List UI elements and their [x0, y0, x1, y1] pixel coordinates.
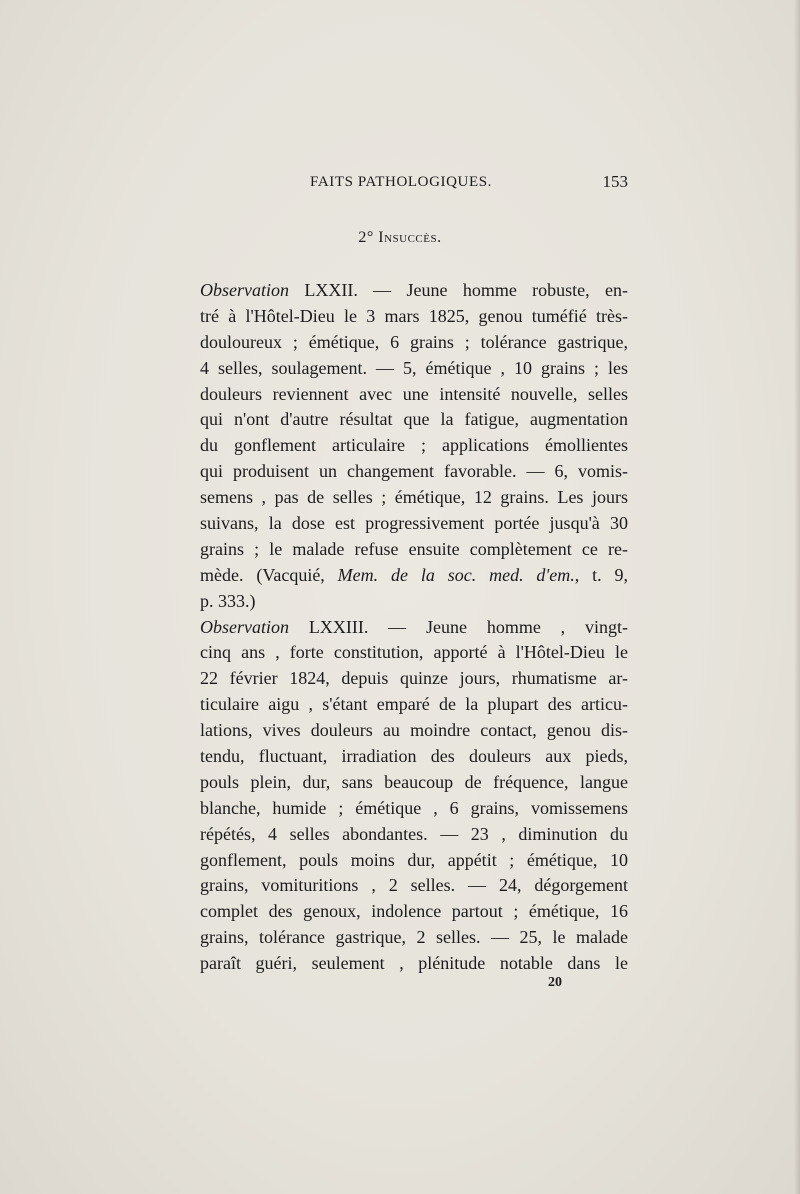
text-line: grains, vomituritions , 2 selles. — 24, dégorgement	[200, 875, 628, 896]
text-line: Observation LXXIII. — Jeune homme , vingt-	[200, 616, 628, 637]
text-line: pouls plein, dur, sans beaucoup de fréquence, langue	[200, 771, 628, 792]
text-line: p. 333.)	[200, 590, 256, 611]
text-line: répétés, 4 selles abondantes. — 23 , diminution du	[200, 823, 628, 844]
text-line: Observation LXXII. — Jeune homme robuste, en-	[200, 280, 628, 300]
text-line: lations, vives douleurs au moindre contact, genou dis-	[200, 720, 628, 741]
text-line: mède. (Vacquié, Mem. de la soc. med. d'em., t. 9,	[200, 564, 628, 585]
running-title: FAITS PATHOLOGIQUES.	[310, 174, 493, 190]
text-line: 22 février 1824, depuis quinze jours, rhumatisme ar-	[200, 668, 628, 689]
text-line: qui n'ont d'autre résultat que la fatigue, augmentation	[200, 409, 628, 430]
text-line: suivans, la dose est progressivement portée jusqu'à 30	[200, 513, 628, 534]
text-line: douleurs reviennent avec une intensité nouvelle, selles	[200, 383, 628, 404]
body-text	[200, 278, 628, 977]
text-line: cinq ans , forte constitution, apporté à l'Hôtel-Dieu le	[200, 642, 628, 663]
section-heading	[0, 229, 800, 247]
running-head	[200, 172, 628, 196]
text-line: douloureux ; émétique, 6 grains ; tolérance gastrique,	[200, 331, 628, 352]
text-line: grains ; le malade refuse ensuite complètement ce re-	[200, 538, 628, 559]
text-line: du gonflement articulaire ; applications émollientes	[200, 435, 628, 456]
text-line: semens , pas de selles ; émétique, 12 grains. Les jours	[200, 487, 628, 508]
text-line: qui produisent un changement favorable. — 6, vomis-	[200, 461, 628, 482]
text-line: complet des genoux, indolence partout ; émétique, 16	[200, 901, 628, 922]
text-line: 4 selles, soulagement. — 5, émétique , 10 grains ; les	[200, 357, 628, 378]
section-number: 2°	[358, 229, 374, 246]
page-edge-shadow	[794, 0, 800, 1194]
page-number: 153	[602, 172, 628, 191]
text-line: blanche, humide ; émétique , 6 grains, vomissemens	[200, 797, 628, 818]
signature-mark: 20	[548, 975, 562, 990]
text-line: grains, tolérance gastrique, 2 selles. — 25, le malade	[200, 927, 628, 948]
text-line: tré à l'Hôtel-Dieu le 3 mars 1825, genou tuméfié très-	[200, 305, 628, 326]
text-line: ticulaire aigu , s'étant emparé de la plupart des articu-	[200, 694, 628, 715]
text-line: tendu, fluctuant, irradiation des douleurs aux pieds,	[200, 746, 628, 767]
text-line: gonflement, pouls moins dur, appétit ; émétique, 10	[200, 849, 628, 870]
text-line: paraît guéri, seulement , plénitude notable dans le	[200, 953, 628, 974]
section-title: Insuccès.	[378, 229, 442, 246]
